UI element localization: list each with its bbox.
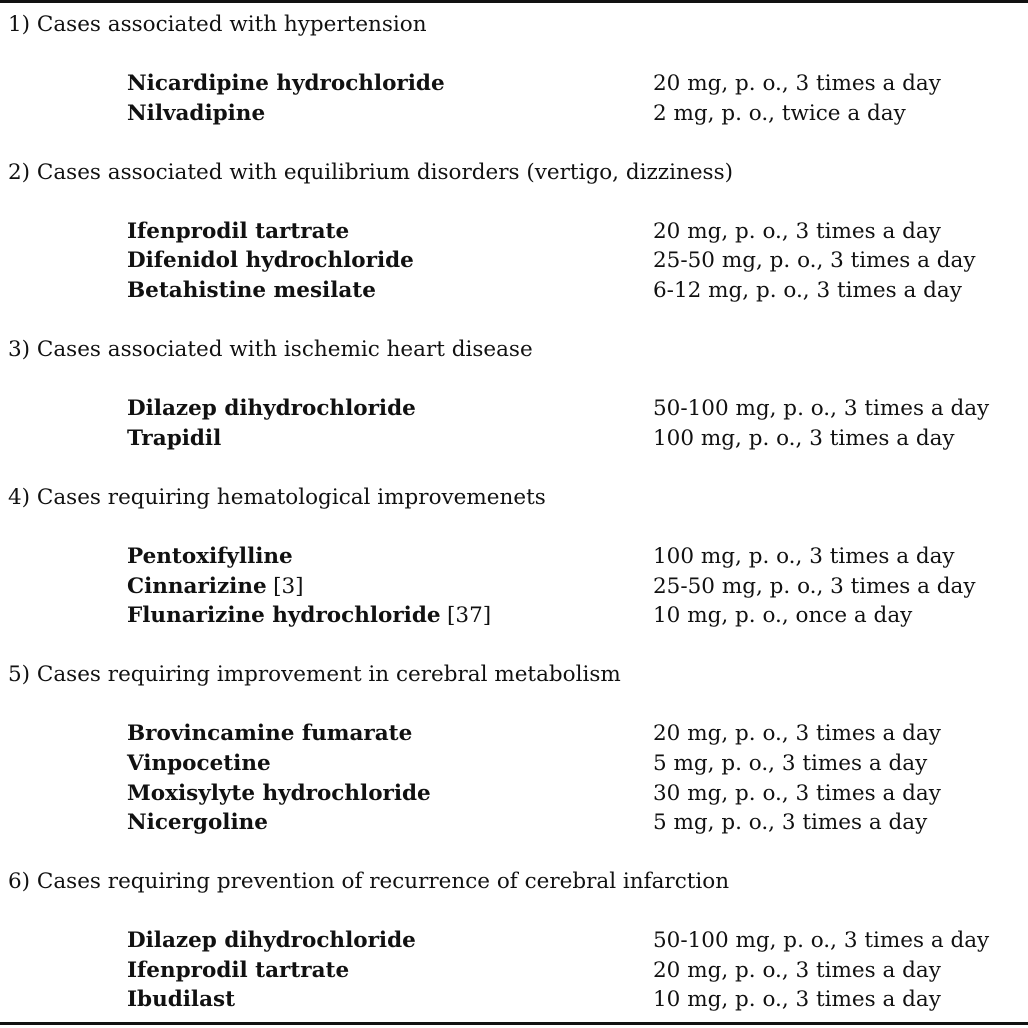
drug-dosage: 10 mg, p. o., once a day: [653, 603, 913, 629]
drug-name: [127, 985, 235, 1015]
drug-row: [0, 99, 1028, 129]
spacer: [0, 513, 1028, 542]
drug-name: [127, 394, 416, 424]
drug-table: [0, 10, 1028, 1015]
drug-dosage: 20 mg, p. o., 3 times a day: [653, 71, 941, 96]
drug-dosage: 5 mg, p. o., 3 times a day: [653, 810, 928, 836]
spacer: [0, 838, 1028, 868]
drug-dosage: 50-100 mg, p. o., 3 times a day: [653, 396, 990, 422]
drug-name: [127, 542, 293, 572]
drug-dosage: 20 mg, p. o., 3 times a day: [653, 721, 941, 747]
spacer: [0, 188, 1028, 217]
drug-name-text: Dilazep dihydrochloride: [127, 396, 416, 422]
drug-name-text: Ibudilast: [127, 987, 236, 1013]
drug-name-text: Cinnarizine: [127, 573, 267, 599]
drug-row: [0, 719, 1028, 749]
drug-dosage: 25-50 mg, p. o., 3 times a day: [653, 248, 976, 274]
drug-name: [127, 99, 265, 129]
top-rule: [0, 0, 1028, 3]
drug-name: [127, 276, 376, 306]
drug-row: [0, 394, 1028, 424]
drug-list: [0, 542, 1028, 631]
drug-name: [127, 601, 491, 631]
drug-dosage: 20 mg, p. o., 3 times a day: [653, 957, 941, 983]
drug-dosage: 100 mg, p. o., 3 times a day: [653, 425, 955, 451]
spacer: [0, 897, 1028, 926]
drug-row: [0, 779, 1028, 809]
spacer: [0, 631, 1028, 661]
drug-name: [127, 956, 349, 986]
drug-row: [0, 246, 1028, 276]
drug-row: [0, 808, 1028, 838]
drug-dosage: 30 mg, p. o., 3 times a day: [653, 780, 941, 806]
bottom-rule: [0, 1022, 1028, 1025]
drug-name: [127, 779, 431, 809]
drug-name-text: Brovincamine fumarate: [127, 721, 413, 747]
drug-name-text: Dilazep dihydrochloride: [127, 928, 416, 954]
drug-row: [0, 69, 1028, 99]
section-heading: 2) Cases associated with equilibrium disorders (vertigo, dizziness): [8, 159, 734, 185]
drug-row: [0, 542, 1028, 572]
drug-dosage: 10 mg, p. o., 3 times a day: [653, 987, 941, 1013]
drug-row: [0, 601, 1028, 631]
indication-section: [0, 867, 1028, 1015]
drug-name: [127, 424, 221, 454]
drug-name-text: Trapidil: [127, 425, 222, 451]
drug-list: [0, 926, 1028, 1015]
drug-row: [0, 572, 1028, 602]
drug-row: [0, 424, 1028, 454]
drug-row: [0, 749, 1028, 779]
drug-name: [127, 926, 416, 956]
spacer: [0, 453, 1028, 483]
drug-name-text: Vinpocetine: [127, 750, 271, 776]
drug-name-text: Nicergoline: [127, 810, 268, 836]
drug-dosage: 2 mg, p. o., twice a day: [653, 100, 906, 126]
spacer: [0, 128, 1028, 158]
drug-reference: [37]: [447, 603, 492, 629]
drug-name: [127, 719, 412, 749]
drug-row: [0, 217, 1028, 247]
drug-list: [0, 217, 1028, 306]
spacer: [0, 306, 1028, 336]
drug-name-text: Flunarizine hydrochloride: [127, 603, 441, 629]
drug-list: [0, 69, 1028, 128]
drug-reference: [3]: [273, 573, 304, 599]
section-heading: 5) Cases requiring improvement in cerebral metabolism: [8, 662, 621, 688]
drug-row: [0, 956, 1028, 986]
drug-name-text: Nicardipine hydrochloride: [127, 71, 445, 96]
indication-section: [0, 660, 1028, 867]
spacer: [0, 40, 1028, 69]
drug-name: [127, 246, 414, 276]
spacer: [0, 365, 1028, 394]
section-heading: 3) Cases associated with ischemic heart disease: [8, 337, 533, 363]
drug-name-text: Moxisylyte hydrochloride: [127, 780, 431, 806]
drug-list: [0, 394, 1028, 453]
drug-name: [127, 217, 349, 247]
drug-name: [127, 69, 445, 99]
drug-name-text: Ifenprodil tartrate: [127, 218, 350, 244]
drug-name-text: Ifenprodil tartrate: [127, 957, 350, 983]
drug-dosage: 100 mg, p. o., 3 times a day: [653, 543, 955, 569]
drug-name: [127, 572, 304, 602]
drug-row: [0, 985, 1028, 1015]
drug-name: [127, 808, 268, 838]
drug-row: [0, 276, 1028, 306]
section-heading: 6) Cases requiring prevention of recurrence of cerebral infarction: [8, 869, 730, 895]
indication-section: [0, 158, 1028, 335]
indication-section: [0, 335, 1028, 483]
drug-name-text: Difenidol hydrochloride: [127, 248, 414, 274]
indication-section: [0, 483, 1028, 660]
drug-dosage: 50-100 mg, p. o., 3 times a day: [653, 928, 990, 954]
spacer: [0, 690, 1028, 719]
drug-name-text: Nilvadipine: [127, 100, 266, 126]
drug-row: [0, 926, 1028, 956]
drug-dosage: 6-12 mg, p. o., 3 times a day: [653, 277, 962, 303]
section-heading: 1) Cases associated with hypertension: [8, 12, 427, 37]
drug-name: [127, 749, 271, 779]
drug-name-text: Pentoxifylline: [127, 543, 293, 569]
drug-name-text: Betahistine mesilate: [127, 277, 376, 303]
indication-section: [0, 10, 1028, 158]
drug-dosage: 20 mg, p. o., 3 times a day: [653, 218, 941, 244]
drug-dosage: 5 mg, p. o., 3 times a day: [653, 750, 928, 776]
drug-dosage: 25-50 mg, p. o., 3 times a day: [653, 573, 976, 599]
section-heading: 4) Cases requiring hematological improvemenets: [8, 484, 546, 510]
drug-list: [0, 719, 1028, 837]
